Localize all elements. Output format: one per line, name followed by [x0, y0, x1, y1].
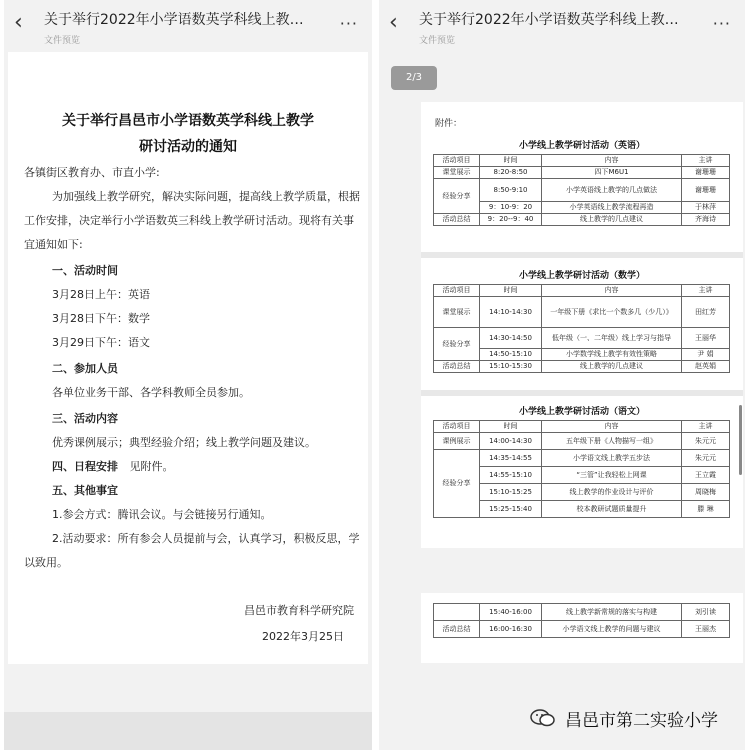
- table-cell: [434, 604, 480, 621]
- schedule-line: 3月29日下午：语文: [52, 336, 150, 349]
- table-cell: 谢珊珊: [682, 167, 730, 179]
- issuing-organization: 昌邑市教育科学研究院: [244, 604, 354, 617]
- notice-title-line2: 研讨活动的通知: [139, 139, 237, 155]
- table-cell: 14:30-14:50: [480, 328, 542, 349]
- table-cell: 谢珊珊: [682, 179, 730, 202]
- section-heading: 五、其他事宜: [52, 484, 118, 497]
- table-cell: 15:10-15:30: [480, 361, 542, 373]
- page-indicator: 2/3: [391, 66, 437, 90]
- table-cell: 14:10-14:30: [480, 297, 542, 328]
- table-cell: 线上教学的几点建议: [542, 361, 682, 373]
- schedule-text: 见附件。: [129, 460, 174, 473]
- table-cell: 校本教研试题质量提升: [542, 501, 682, 518]
- table-cell: 赵英娟: [682, 361, 730, 373]
- page-separator: [421, 390, 743, 396]
- table-row: [434, 621, 730, 638]
- table-cell: 活动总结: [434, 361, 480, 373]
- table-cell: 朱元元: [682, 433, 730, 450]
- table-header: 活动项目: [434, 421, 480, 433]
- chinese-table-title: 小学线上教学研讨活动（语文）: [518, 407, 645, 417]
- table-header: 内容: [542, 421, 682, 433]
- attachment-page: [421, 102, 743, 548]
- chinese-schedule-table: [433, 420, 730, 518]
- table-cell: 低年级（一、二年级）线上学习与指导: [542, 328, 682, 349]
- table-header: 主讲: [682, 421, 730, 433]
- page-separator: [421, 252, 743, 258]
- table-cell: 周晓梅: [682, 484, 730, 501]
- table-cell: 小学英语线上教学的几点做法: [542, 179, 682, 202]
- greeting: 各镇街区教育办、市直小学:: [24, 166, 160, 179]
- table-header: 活动项目: [434, 155, 480, 167]
- table-cell: 14:00-14:30: [480, 433, 542, 450]
- table-row: [434, 450, 730, 467]
- table-row: [434, 179, 730, 202]
- table-cell: 14:35-14:55: [480, 450, 542, 467]
- back-icon[interactable]: ‹: [389, 10, 398, 35]
- document-page: [8, 52, 368, 664]
- table-cell: 于林萍: [682, 202, 730, 214]
- table-cell: 五年级下册《人物描写一组》: [542, 433, 682, 450]
- table-cell: 四下M6U1: [542, 167, 682, 179]
- table-cell: 15:40-16:00: [480, 604, 542, 621]
- table-header: 内容: [542, 285, 682, 297]
- table-row: [434, 361, 730, 373]
- paragraph-line: 优秀课例展示；典型经验介绍；线上教学问题及建议。: [52, 436, 316, 449]
- table-cell: 朱元元: [682, 450, 730, 467]
- schedule-line: 3月28日上午：英语: [52, 288, 150, 301]
- table-cell: 8:20-8:50: [480, 167, 542, 179]
- table-row: [434, 604, 730, 621]
- table-cell: 尹 娟: [682, 349, 730, 361]
- document-subtitle: 文件预览: [419, 36, 456, 46]
- account-watermark: 昌邑市第二实验小学: [565, 711, 718, 731]
- paragraph-line: 为加强线上教学研究，解决实际问题，提高线上教学质量，根据: [52, 190, 360, 203]
- page-gap: [379, 550, 745, 590]
- wechat-icon: [530, 708, 556, 728]
- table-cell: 经验分享: [434, 179, 480, 214]
- table-cell: 经验分享: [434, 328, 480, 361]
- table-cell: 课堂展示: [434, 167, 480, 179]
- table-header: 内容: [542, 155, 682, 167]
- table-cell: 刘引读: [682, 604, 730, 621]
- table-cell: 课例展示: [434, 433, 480, 450]
- table-cell: 14:55-15:10: [480, 467, 542, 484]
- table-header: 时间: [480, 155, 542, 167]
- table-cell: 15:10-15:25: [480, 484, 542, 501]
- table-header: 时间: [480, 421, 542, 433]
- section-heading: 二、参加人员: [52, 362, 118, 375]
- table-header: 活动项目: [434, 285, 480, 297]
- schedule-line: 3月28日下午：数学: [52, 312, 150, 325]
- table-cell: 王丽杰: [682, 621, 730, 638]
- more-options-icon[interactable]: ···: [712, 14, 731, 33]
- paragraph-line: 以致用。: [24, 556, 68, 569]
- back-icon[interactable]: ‹: [14, 10, 23, 35]
- paragraph-line: 1.参会方式：腾讯会议。与会链接另行通知。: [52, 508, 272, 521]
- document-title: 关于举行2022年小学语数英学科线上教…: [44, 12, 304, 28]
- table-cell: 9：20--9：40: [480, 214, 542, 226]
- table-cell: 齐海诗: [682, 214, 730, 226]
- left-document-view: [4, 0, 372, 750]
- table-cell: 活动总结: [434, 621, 480, 638]
- top-bar: [4, 0, 372, 52]
- attachment-page-continued: [421, 593, 743, 663]
- table-cell: 一年级下册《求比一个数多几（少几）》: [542, 297, 682, 328]
- next-page-preview: [4, 712, 372, 750]
- table-cell: 王丽华: [682, 328, 730, 349]
- table-cell: 线上教学的几点建议: [542, 214, 682, 226]
- table-cell: 9：10-9：20: [480, 202, 542, 214]
- paragraph-line: 2.活动要求：所有参会人员提前与会，认真学习，积极反思，学: [52, 532, 360, 545]
- scrollbar[interactable]: [739, 405, 742, 475]
- schedule-heading-row: [52, 458, 174, 474]
- table-cell: 8:50-9:10: [480, 179, 542, 202]
- paragraph-line: 工作安排，决定举行小学语数英三科线上教学研讨活动。现将有关事: [24, 214, 354, 227]
- table-cell: 14:50-15:10: [480, 349, 542, 361]
- table-row: [434, 297, 730, 328]
- table-header: 主讲: [682, 155, 730, 167]
- document-title: 关于举行2022年小学语数英学科线上教…: [419, 12, 679, 28]
- notice-title-line1: 关于举行昌邑市小学语数英学科线上教学: [62, 113, 314, 129]
- issue-date: 2022年3月25日: [262, 630, 344, 643]
- table-cell: 15:25-15:40: [480, 501, 542, 518]
- table-cell: 经验分享: [434, 450, 480, 518]
- english-schedule-table: [433, 154, 730, 226]
- table-cell: 小学语文线上教学五步法: [542, 450, 682, 467]
- top-bar: [379, 0, 745, 52]
- more-options-icon[interactable]: ···: [339, 14, 358, 33]
- chinese-schedule-table-continued: [433, 603, 730, 638]
- table-row: [434, 214, 730, 226]
- table-cell: 小学语文线上教学的问题与建议: [542, 621, 682, 638]
- table-row: [434, 328, 730, 349]
- table-cell: 线上教学的作业设计与评价: [542, 484, 682, 501]
- english-table-title: 小学线上教学研讨活动（英语）: [518, 141, 645, 151]
- right-document-view: [379, 0, 745, 750]
- paragraph-line: 宜通知如下:: [24, 238, 83, 251]
- table-cell: 小学英语线上教学流程再造: [542, 202, 682, 214]
- math-table-title: 小学线上教学研讨活动（数学）: [518, 271, 645, 281]
- table-row: [434, 433, 730, 450]
- paragraph-line: 各单位业务干部、各学科教师全员参加。: [52, 386, 250, 399]
- table-cell: 田红芳: [682, 297, 730, 328]
- table-cell: 课堂展示: [434, 297, 480, 328]
- section-heading: 一、活动时间: [52, 264, 118, 277]
- math-schedule-table: [433, 284, 730, 373]
- section-heading: 三、活动内容: [52, 412, 118, 425]
- table-cell: 小学数学线上教学有效性策略: [542, 349, 682, 361]
- table-cell: “三管”让我轻松上网课: [542, 467, 682, 484]
- table-cell: 王立霞: [682, 467, 730, 484]
- table-cell: 线上教学新常规的落实与构建: [542, 604, 682, 621]
- table-row: [434, 167, 730, 179]
- attachment-label: 附件：: [435, 119, 463, 129]
- table-cell: 16:00-16:30: [480, 621, 542, 638]
- section-heading: 四、日程安排: [52, 460, 118, 473]
- table-cell: 活动总结: [434, 214, 480, 226]
- table-cell: 滕 琳: [682, 501, 730, 518]
- table-header: 主讲: [682, 285, 730, 297]
- table-header: 时间: [480, 285, 542, 297]
- document-subtitle: 文件预览: [44, 36, 81, 46]
